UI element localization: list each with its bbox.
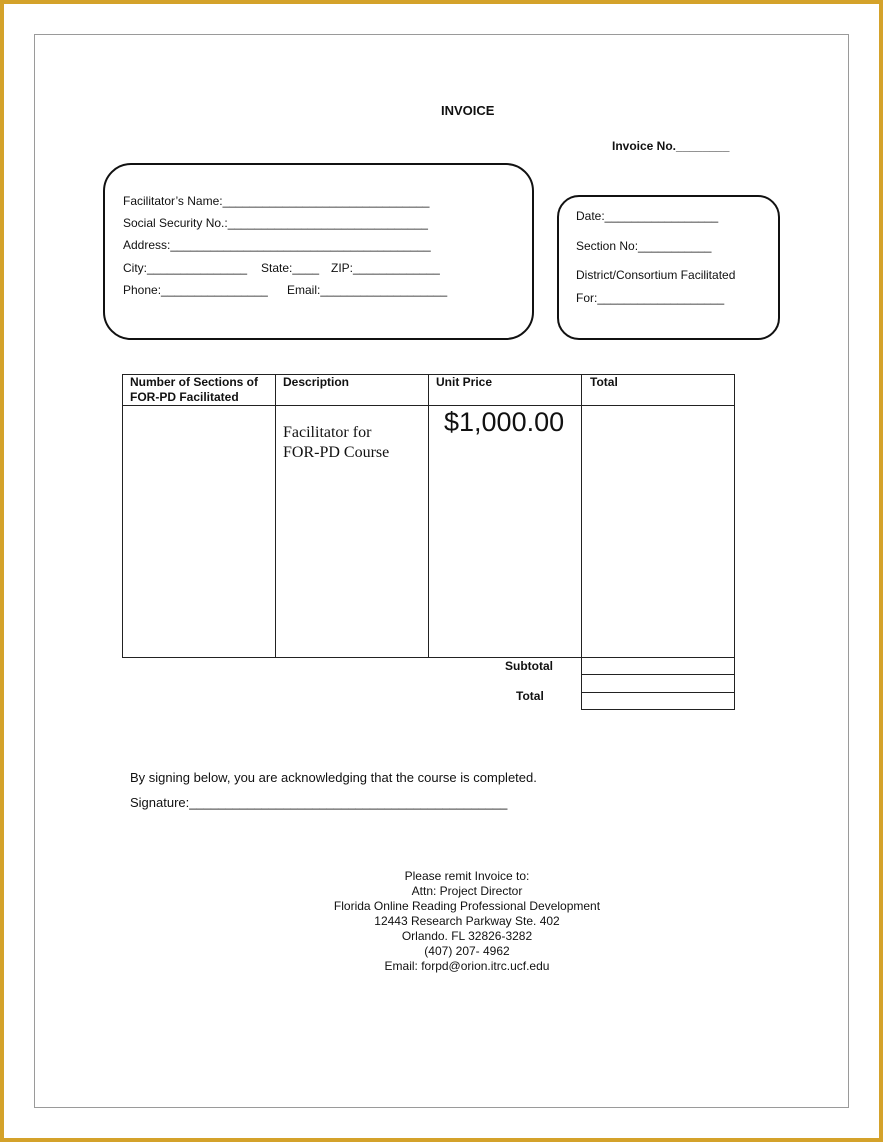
header-description: Description [283, 375, 350, 389]
phone-field: Phone:________________ [123, 283, 268, 297]
total-label: Total [516, 689, 544, 703]
remit-city: Orlando. FL 32826-3282 [401, 929, 533, 943]
table-col-border [734, 374, 735, 710]
description-line-2: FOR-PD Course [283, 444, 390, 461]
subtotal-cell-border [581, 674, 735, 675]
remit-street: 12443 Research Parkway Ste. 402 [374, 914, 560, 928]
section-number-field: Section No:___________ [576, 239, 712, 253]
signature-field: Signature:____________________________________________ [130, 795, 508, 810]
remit-email: Email: forpd@orion.itrc.ucf.edu [384, 959, 550, 973]
city-field: City:_______________ [123, 261, 248, 275]
ssn-field: Social Security No.:______________________________ [123, 216, 428, 230]
table-col-border [275, 374, 276, 658]
date-field: Date:_________________ [576, 209, 719, 223]
remit-heading: Please remit Invoice to: [404, 869, 530, 883]
zip-field: ZIP:_____________ [331, 261, 440, 275]
unit-price-value: $1,000.00 [444, 407, 565, 437]
table-col-border [581, 374, 582, 710]
acknowledgment-statement: By signing below, you are acknowledging that the course is completed. [130, 770, 537, 785]
facilitator-name-field: Facilitator’s Name:_______________________________ [123, 194, 430, 208]
email-field: Email:___________________ [287, 283, 448, 297]
table-col-border [428, 374, 429, 658]
subtotal-label: Subtotal [505, 659, 553, 673]
header-sections: Number of Sections of FOR-PD Facilitated [130, 375, 259, 404]
table-col-border [122, 374, 123, 658]
address-field: Address:_______________________________________ [123, 238, 431, 252]
invoice-number-field: Invoice No.________ [612, 139, 730, 153]
header-unit-price: Unit Price [436, 375, 493, 389]
description-line-1: Facilitator for [283, 424, 372, 441]
header-total: Total [590, 375, 618, 389]
invoice-title: INVOICE [441, 103, 495, 118]
state-field: State:____ [261, 261, 320, 275]
total-cell-border [581, 709, 735, 710]
remit-address-block [300, 869, 634, 974]
district-for-field: For:___________________ [576, 291, 725, 305]
remit-organization: Florida Online Reading Professional Development [333, 899, 601, 913]
district-label: District/Consortium Facilitated [576, 268, 736, 282]
remit-attn: Attn: Project Director [411, 884, 523, 898]
remit-phone: (407) 207- 4962 [424, 944, 510, 958]
total-cell-border [581, 692, 735, 693]
